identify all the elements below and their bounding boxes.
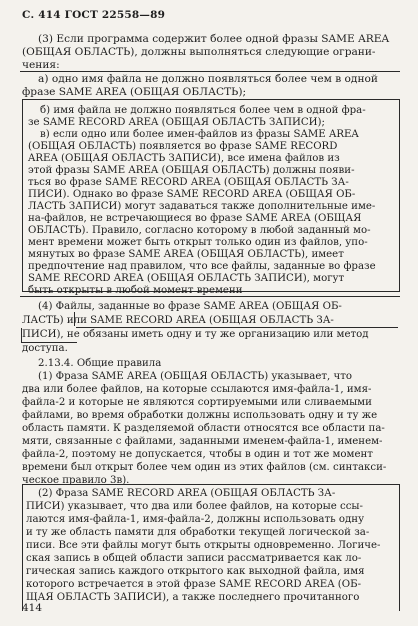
text-line: доступа. xyxy=(22,343,68,354)
rule-line xyxy=(20,296,400,297)
text-line: в) если одно или более имен-файлов из фразы SAME AREA xyxy=(40,129,359,140)
text-line: файла-2 и которые не являются сортируемыми или сливаемыми xyxy=(22,397,372,408)
text-line: на-файлов, не встречающиеся во фразе SAME AREA (ОБЩАЯ xyxy=(28,213,362,224)
text-line: (3) Если программа содержит более одной фразы SAME AREA xyxy=(38,33,390,45)
text-line: времени был открыт более чем один из этих файлов (см. синтакси- xyxy=(22,462,387,473)
text-line: ться во фразе SAME RECORD AREA (ОБЩАЯ ОБЛАСТЬ ЗА- xyxy=(28,177,349,188)
text-line: два или более файлов, на которые ссылаются имя-файла-1, имя- xyxy=(22,384,372,395)
text-line: файлами, во время обработки должны использовать одну и ту же xyxy=(22,410,378,421)
text-line: ПИСИ). Однако во фразе SAME RECORD AREA (ОБЩАЯ ОБ- xyxy=(28,189,356,200)
text-line: мент времени может быть открыт только один из файлов, упо- xyxy=(28,237,368,248)
text-line: а) одно имя файла не должно появляться более чем в одной xyxy=(38,73,378,85)
text-line: лаются имя-файла-1, имя-файла-2, должны использовать одну xyxy=(26,514,365,525)
text-line: ЛАСТЬ ЗАПИСИ) могут задаваться также дополнительные име- xyxy=(28,201,376,212)
section-heading: 2.13.4. Общие правила xyxy=(38,358,162,369)
page-header: С. 414 ГОСТ 22558—89 xyxy=(22,9,166,21)
text-line: ЩАЯ ОБЛАСТЬ ЗАПИСИ), а также последнего прочитанного xyxy=(26,592,360,603)
text-line: AREA (ОБЩАЯ ОБЛАСТЬ ЗАПИСИ), все имена файлов из xyxy=(28,153,340,164)
text-line: б) имя файла не должно появляться более чем в одной фра- xyxy=(40,105,366,116)
text-line: (2) Фраза SAME RECORD AREA (ОБЩАЯ ОБЛАСТЬ ЗА- xyxy=(38,488,336,499)
text-line: чения: xyxy=(22,59,60,71)
text-line: (ОБЩАЯ ОБЛАСТЬ), должны выполняться следующие ограни- xyxy=(22,46,376,58)
text-line: файла-2, поэтому не допускается, чтобы в один и тот же момент xyxy=(22,449,373,460)
rule-line xyxy=(20,71,400,72)
text-line: этой фразы SAME AREA (ОБЩАЯ ОБЛАСТЬ) должны появи- xyxy=(28,165,355,176)
text-line: (4) Файлы, заданные во фразе SAME AREA (ОБЩАЯ ОБ- xyxy=(38,301,342,312)
text-line: ПИСИ) указывает, что два или более файлов, на которые ссы- xyxy=(26,501,363,512)
text-line: и ту же область памяти для обработки текущей логической за- xyxy=(26,527,370,538)
text-line: ская запись в общей области записи рассматривается как ло- xyxy=(26,553,362,564)
text-line: гическая запись каждого открытого как выходной файла, имя xyxy=(26,566,365,577)
text-line: писи. Все эти файлы могут быть открыты одновременно. Логиче- xyxy=(26,540,381,551)
page-number: 414 xyxy=(22,602,43,614)
text-line: область памяти. К разделяемой области относятся все области па- xyxy=(22,423,385,434)
text-line: ЛАСТЬ) или SAME RECORD AREA (ОБЩАЯ ОБЛАСТЬ ЗА- xyxy=(22,315,334,326)
text-line: ческое правило 3в). xyxy=(22,475,130,486)
text-line: которого встречается в этой фразе SAME RECORD AREA (ОБ- xyxy=(26,579,362,590)
text-line: зе SAME RECORD AREA (ОБЩАЯ ОБЛАСТЬ ЗАПИСИ); xyxy=(28,117,325,128)
text-line: быть открыты в любой момент времени xyxy=(28,285,243,296)
text-line: мяти, связанные с файлами, заданными именем-файла-1, именем- xyxy=(22,436,383,447)
text-line: фразе SAME AREA (ОБЩАЯ ОБЛАСТЬ); xyxy=(22,86,247,98)
text-line: (1) Фраза SAME AREA (ОБЩАЯ ОБЛАСТЬ) указывает, что xyxy=(38,371,352,382)
rule-line xyxy=(76,327,398,328)
text-line: ОБЛАСТЬ). Правило, согласно которому в любой заданный мо- xyxy=(28,225,371,236)
text-line: мянутых во фразе SAME AREA (ОБЩАЯ ОБЛАСТЬ), имеет xyxy=(28,249,344,260)
text-line: предпочтение над правилом, что все файлы, заданные во фразе xyxy=(28,261,376,272)
text-line: SAME RECORD AREA (ОБЩАЯ ОБЛАСТЬ ЗАПИСИ), могут xyxy=(28,273,345,284)
text-line: ПИСИ), не обязаны иметь одну и ту же организацию или метод xyxy=(22,329,369,340)
text-line: (ОБЩАЯ ОБЛАСТЬ) появляется во фразе SAME RECORD xyxy=(28,141,338,152)
